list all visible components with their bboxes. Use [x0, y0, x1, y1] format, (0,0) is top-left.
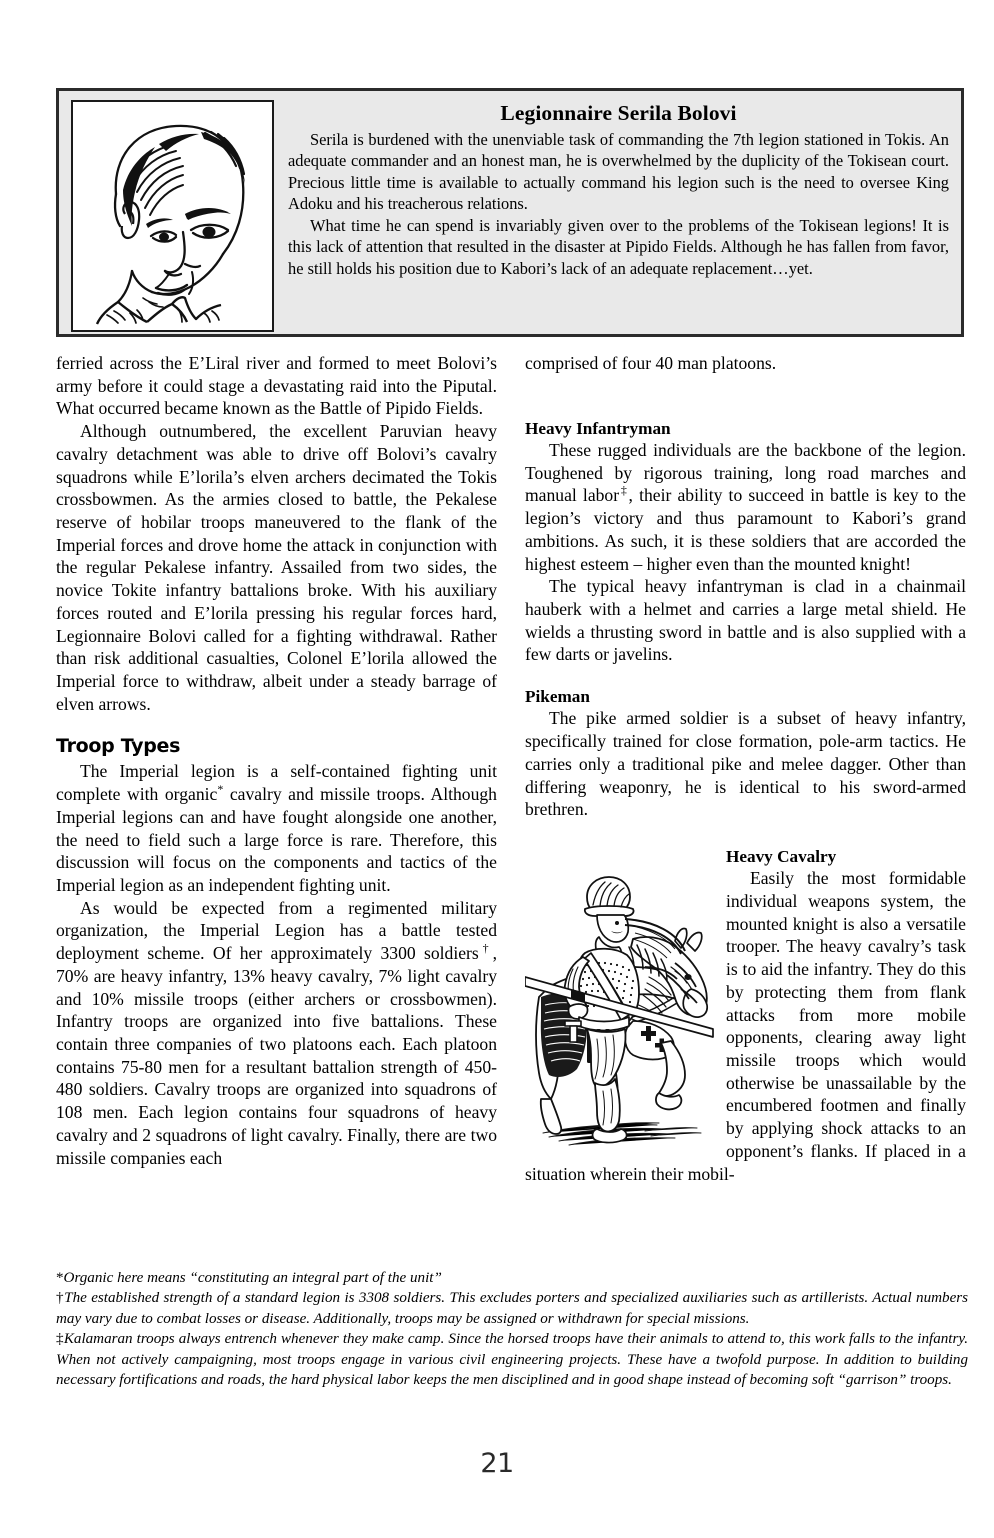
- subheading-heavy-infantryman: Heavy Infantryman: [525, 418, 671, 438]
- left-paragraph-4-part-b: , 70% are heavy infantry, 13% heavy cavalry, 7% light cavalry and 10% missile troops (either archers or crossbowmen). Infantry troops are organized into five battalions. These contain three companies of two platoons each. Each platoon contains 75-80 men for a resultant battalion strength of 450-480 soldiers. Cavalry troops are organized into squadrons of 108 men. Each legion contains four squadrons of heavy cavalry and 2 squadrons of light cavalry. Finally, there are two missile companies each: [56, 943, 497, 1168]
- subheading-heavy-cavalry: Heavy Cavalry: [726, 847, 837, 867]
- footnote-3: [56, 1329, 968, 1390]
- left-paragraph-3-part-a: The Imperial legion is a self-contained fighting unit complete with organic: [56, 761, 497, 805]
- left-paragraph-4-part-a: As would be expected from a regimented military organization, the Imperial Legion has a battle tested deployment scheme. Of her approximately 3300 soldiers: [56, 897, 497, 964]
- footnote-2: [56, 1288, 968, 1329]
- knight-illustration: [525, 871, 717, 1149]
- npc-paragraph-2: What time he can spend is invariably given over to the problems of the Tokisean legions! It is this lack of attention that resulted in the disaster at Pipido Fields. Although he has fallen from favor, he still holds his position due to Kabori’s lack of an adequate replacement…yet.: [288, 215, 949, 278]
- woodcut-mounted-knight-with-lance: [525, 871, 717, 1149]
- left-paragraph-1: ferried across the E’Liral river and formed to meet Bolovi’s army before it could stage a devastating raid into the Piputal. What occurred became known as the Battle of Pipido Fields.: [56, 353, 497, 419]
- heavy-infantryman-paragraph-1: [525, 439, 966, 575]
- portrait-illustration-bald-man: [73, 102, 272, 330]
- footnotes-block: [56, 1268, 968, 1391]
- footnote-marker-double-dagger: ‡: [619, 483, 629, 498]
- left-paragraph-4: [56, 897, 497, 1170]
- npc-sidebar-box: [56, 88, 964, 337]
- right-continuation-paragraph: comprised of four 40 man platoons.: [525, 353, 777, 373]
- footnote-marker-asterisk: *: [217, 782, 224, 797]
- npc-title: Legionnaire Serila Bolovi: [500, 101, 737, 125]
- footnote-1-marker: *: [56, 1270, 64, 1286]
- page-number: 21: [480, 1448, 514, 1479]
- footnote-marker-dagger: †: [478, 941, 493, 956]
- right-column: [525, 352, 966, 1185]
- footnote-2-text: The established strength of a standard legion is 3308 soldiers. This excludes porters and specialized auxiliaries such as artillerists. Actual numbers may vary due to combat losses or disease. Additionally, troops may be assigned or withdrawn for special missions.: [56, 1290, 969, 1327]
- section-heading-troop-types: Troop Types: [56, 734, 181, 757]
- pikeman-paragraph: The pike armed soldier is a subset of heavy infantry, specifically trained for close formation, pole-arm tactics. He carries only a traditional pike and melee dagger. Other than differing weaponry, he is identical to his sword-armed brethren.: [525, 708, 966, 820]
- two-column-body: [56, 352, 966, 1252]
- left-paragraph-3: [56, 760, 497, 896]
- heavy-infantryman-paragraph-1-part-b: , their ability to succeed in battle is key to the legion’s victory and thus paramount to Kabori’s grand ambitions. As such, it is these soldiers that are accorded the highest esteem – higher even than the mounted knight!: [525, 485, 966, 574]
- heavy-cavalry-paragraph: Easily the most formidable individual weapons system, the mounted knight is also a versatile trooper. The heavy cavalry’s task is to aid the infantry. They do this by protecting them from flank attacks from more mobile opponents, clearing away light missile troops which would otherwise be unassailable by the encumbered footmen and finally by applying shock attacks to an opponent’s flanks. If placed in a situation wherein their mobil-: [525, 868, 966, 1184]
- left-paragraph-3-part-b: cavalry and missile troops. Although Imperial legions can and have fought alongside one another, the need to field such a large force is rare. Therefore, this discussion will focus on the components and tactics of the Imperial legion as an independent fighting unit.: [56, 784, 497, 895]
- left-column: [56, 352, 497, 1169]
- npc-paragraph-1: Serila is burdened with the unenviable task of commanding the 7th legion stationed in Tokis. An adequate commander and an honest man, he is overwhelmed by the duplicity of the Tokisean court. Precious little time is available to actually command his legion such is the need to oversee King Adoku and his treacherous relations.: [288, 129, 949, 214]
- left-paragraph-2: Although outnumbered, the excellent Paruvian heavy cavalry detachment was able to drive off Bolovi’s cavalry squadrons while E’lorila’s elven archers decimated the Tokis crossbowmen. As the armies closed to battle, the Pekalese reserve of hobilar troops maneuvered to the flank of the Imperial forces and drove home the attack in conjunction with the regular Pekalese infantry. Assailed from two sides, the novice Tokite infantry battalions broke. With his auxiliary forces routed and E’lorila pressing his regular forces hard, Legionnaire Bolovi called for a fighting withdrawal. Rather than risk additional casualties, Colonel E’lorila allowed the Imperial force to withdraw, albeit under a steady barrage of elven arrows.: [56, 421, 497, 714]
- footnote-2-marker: †: [56, 1290, 65, 1307]
- footnote-1: [56, 1268, 968, 1288]
- subheading-pikeman: Pikeman: [525, 687, 590, 707]
- npc-text-block: [274, 100, 951, 279]
- footnote-1-text: Organic here means “constituting an integral part of the unit”: [63, 1270, 442, 1286]
- footnote-3-text: Kalamaran troops always entrench whenever they make camp. Since the horsed troops have their animals to attend to, this work falls to the infantry. When not actively campaigning, most troops engage in various civil engineering projects. These have a twofold purpose. In addition to building necessary fortifications and roads, the hard physical labor keeps the men disciplined and in good shape instead of becoming soft “garrison” troops.: [56, 1331, 969, 1389]
- heavy-infantryman-paragraph-2: The typical heavy infantryman is clad in a chainmail hauberk with a helmet and carries a large metal shield. He wields a thrusting sword in battle and is also supplied with a few darts or javelins.: [525, 576, 966, 665]
- footnote-3-marker: ‡: [56, 1331, 64, 1348]
- npc-portrait-frame: [71, 100, 274, 332]
- heavy-infantryman-paragraph-1-part-a: These rugged individuals are the backbone of the legion. Toughened by rigorous training, long road marches and manual labor: [525, 439, 966, 506]
